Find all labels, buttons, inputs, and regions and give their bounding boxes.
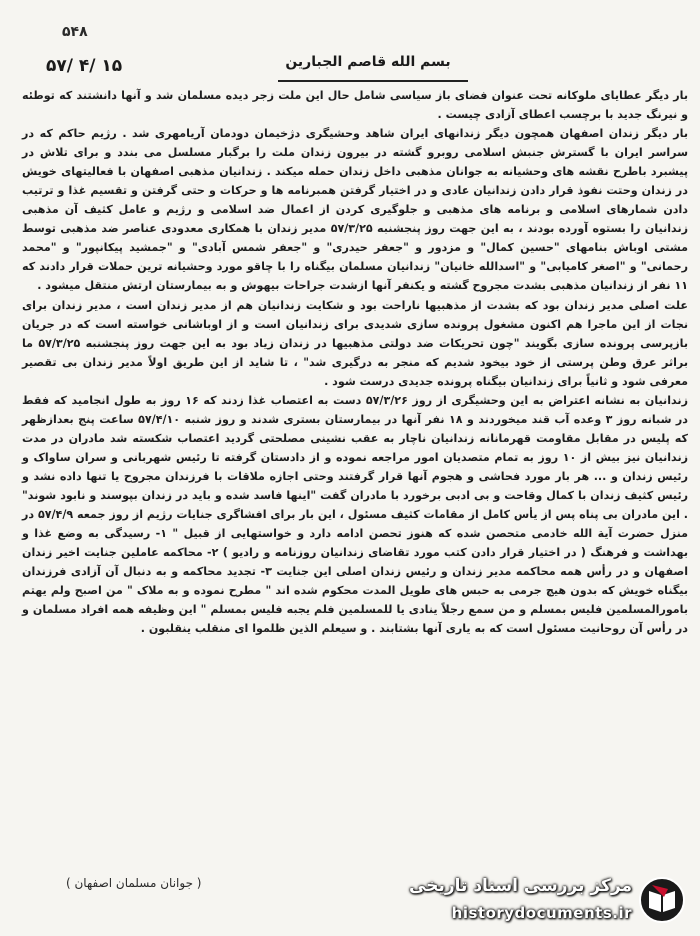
paragraph-4: زندانیان به نشانه اعتراض به این وحشیگری از روز ۵۷/۳/۲۶ دست به اعتصاب غذا زدند که ۱۶ روز به طول انجامید که فقط در شبانه روز ۳ وعده آب قند میخوردند و ۱۸ نفر آنها در بیمارستان بستری شدند و روز شنبه ۵۷/۴/۱۰ ساعت پنج بعدازظهر که پلیس در مقابل مقاومت قهرمانانه زندانیان ناچار به عقب نشینی مصلحتی گردید اعتصاب شکسته شد مادران در مدت زندانیان نیز بیش از ۱۰ روز به تمام متصدیان امور مراجعه نموده و از دادستان گرفته تا رئیس شهربانی و سران ساواک و رئیس زندان و ... هر بار مورد فحاشی و هجوم آنها قرار گرفتند وحتی اجازه ملاقات با فرزندان مجروح یا تنها داده نشد و رئیس کثیف زندان با کمال وقاحت و بی ادبی برخورد با مادران گفت "اینها فاسد شده و باید در زندان بپوسند و نابود شوند" . این مادران بی پناه پس از یأس کامل از مقامات کثیف مسئول ، این بار برای افشاگری جنایات رژیم از روز جمعه ۵۷/۴/۹ در منزل حضرت آیة الله خادمی متحصن شده که هنوز تحصن ادامه دارد و خواستهایی از قبیل " ۱- رسیدگی به وضع غذا و بهداشت و فرهنگ ( در اختیار قرار دادن کتب مورد تقاضای زندانیان روزنامه و رادیو ) ۲- محاکمه عاملین جنایت اخیر زندان اصفهان و در رأس همه محاکمه مدیر زندان و رئیس زندان اصلی این جنایت ۳- تجدید محاکمه و به دنبال آن آزادی فرزندان بیگناه خویش که بدون هیچ جرمی به حبس های طویل المدت محکوم شده اند " مطرح نموده و به ملاک " من اصبح ولم یهتم بامورالمسلمین فلیس بمسلم و من سمع رجلاً ینادی یا للمسلمین فلم یجبه فلیس بمسلم " این وظیفه همه افراد مسلمان و در رأس آن روحانیت مسئول است که به یاری آنها بشتابند . و سیعلم الذین ظلموا ای منقلب ینقلبون . [22,393,689,636]
paragraph-3: علت اصلی مدیر زندان بود که بشدت از مذهبیها ناراحت بود و شکایت زندانیان هم از مدیر زندان است ، مدیر زندان برای نجات از این ماجرا هم اکنون مشغول پرونده سازی شدیدی برای زندانیان است و از اوباشانی خواسته است که در جریان بازپرسی پرونده سازی بگویند "چون تحریکات ضد دولتی مذهبیها در زندان زیاد بود به این جهت روز پنجشنبه ۵۷/۳/۲۵ ما براثر عرق وطن پرستی از خود بیخود شدیم که منجر به درگیری شد" ، تا شاید از این طریق اولاً مدیر زندان بی تقصیر معرفی شود و ثانیاً برای زندانیان بیگناه پرونده جدیدی درست شود . [22,298,688,388]
document-date: ۵۷/ ۴/ ۱۵ [46,56,123,76]
site-watermark [392,870,692,930]
bismillah-heading: بسم الله قاصم الجبارین [285,54,451,70]
book-emblem-icon [638,876,686,924]
signature: ( جوانان مسلمان اصفهان ) [66,876,202,890]
paragraph-1: بار دیگر عطایای ملوکانه تحت عنوان فضای باز سیاسی شامل حال این ملت زجر دیده مسلمان شد و آنها دانشتند که توطئه و نیرنگ جدید با برچسب اعطای آزادی چیست . [22,89,688,122]
heading-underline [278,80,468,82]
document-body [22,86,688,638]
watermark-url[interactable]: historydocuments.ir [451,904,632,922]
paragraph-2: بار دیگر زندان اصفهان همچون دیگر زندانهای ایران شاهد وحشیگری دژخیمان دودمان آریامهری شد . رژیم حاکم که در سراسر ایران با گسترش جنبش اسلامی روبرو گشته در بیرون زندان ملت را برگبار مسلسل می بندد و برای تلاش در پیشبرد باطرح نقشه های وحشیانه به جوانان مذهبی داخل زندان حمله میکند . زندانیان مذهبی اصفهان با فعالیتهای خویش در زندان وحتت نفوذ قرار دادن زندانیان عادی و در اختیار گرفتن همبرنامه ها و حرکات و حتی گرفتن و تقسیم غذا و ترتیب دادن شمارهای اسلامی و برنامه های مذهبی و جلوگیری کردن از اعمال ضد اسلامی و رژیم و عامل کثیف آن مذهبی زندانیان را بستوه آورده بودند ، به این جهت روز پنجشنبه ۵۷/۳/۲۵ مدیر زندان با همکاری معدودی عناصر ضد مذهبی توسط مشتی اوباش بنامهای "حسین کمال" و مزدور و "جعفر حیدری" و "جعفر شمس آبادی" و "جمشید پیکانپور" و "محمد رحمانی" و "اصغر کامیابی" و "اسدالله خانیان" زندانیان مسلمان بیگناه را با چاقو مورد وحشیانه ترین حملات قرار دادند که ۱۱ نفر از زندانیان مذهبی بشدت مجروح گشته و یکنفر آنها ازشدت جراحات بیهوش و به بیمارستان ارتش منتقل میشود . [22,127,688,293]
watermark-title: مرکز بررسی اسناد تاریخی [409,876,632,896]
document-number: ۵۴۸ [62,24,88,40]
